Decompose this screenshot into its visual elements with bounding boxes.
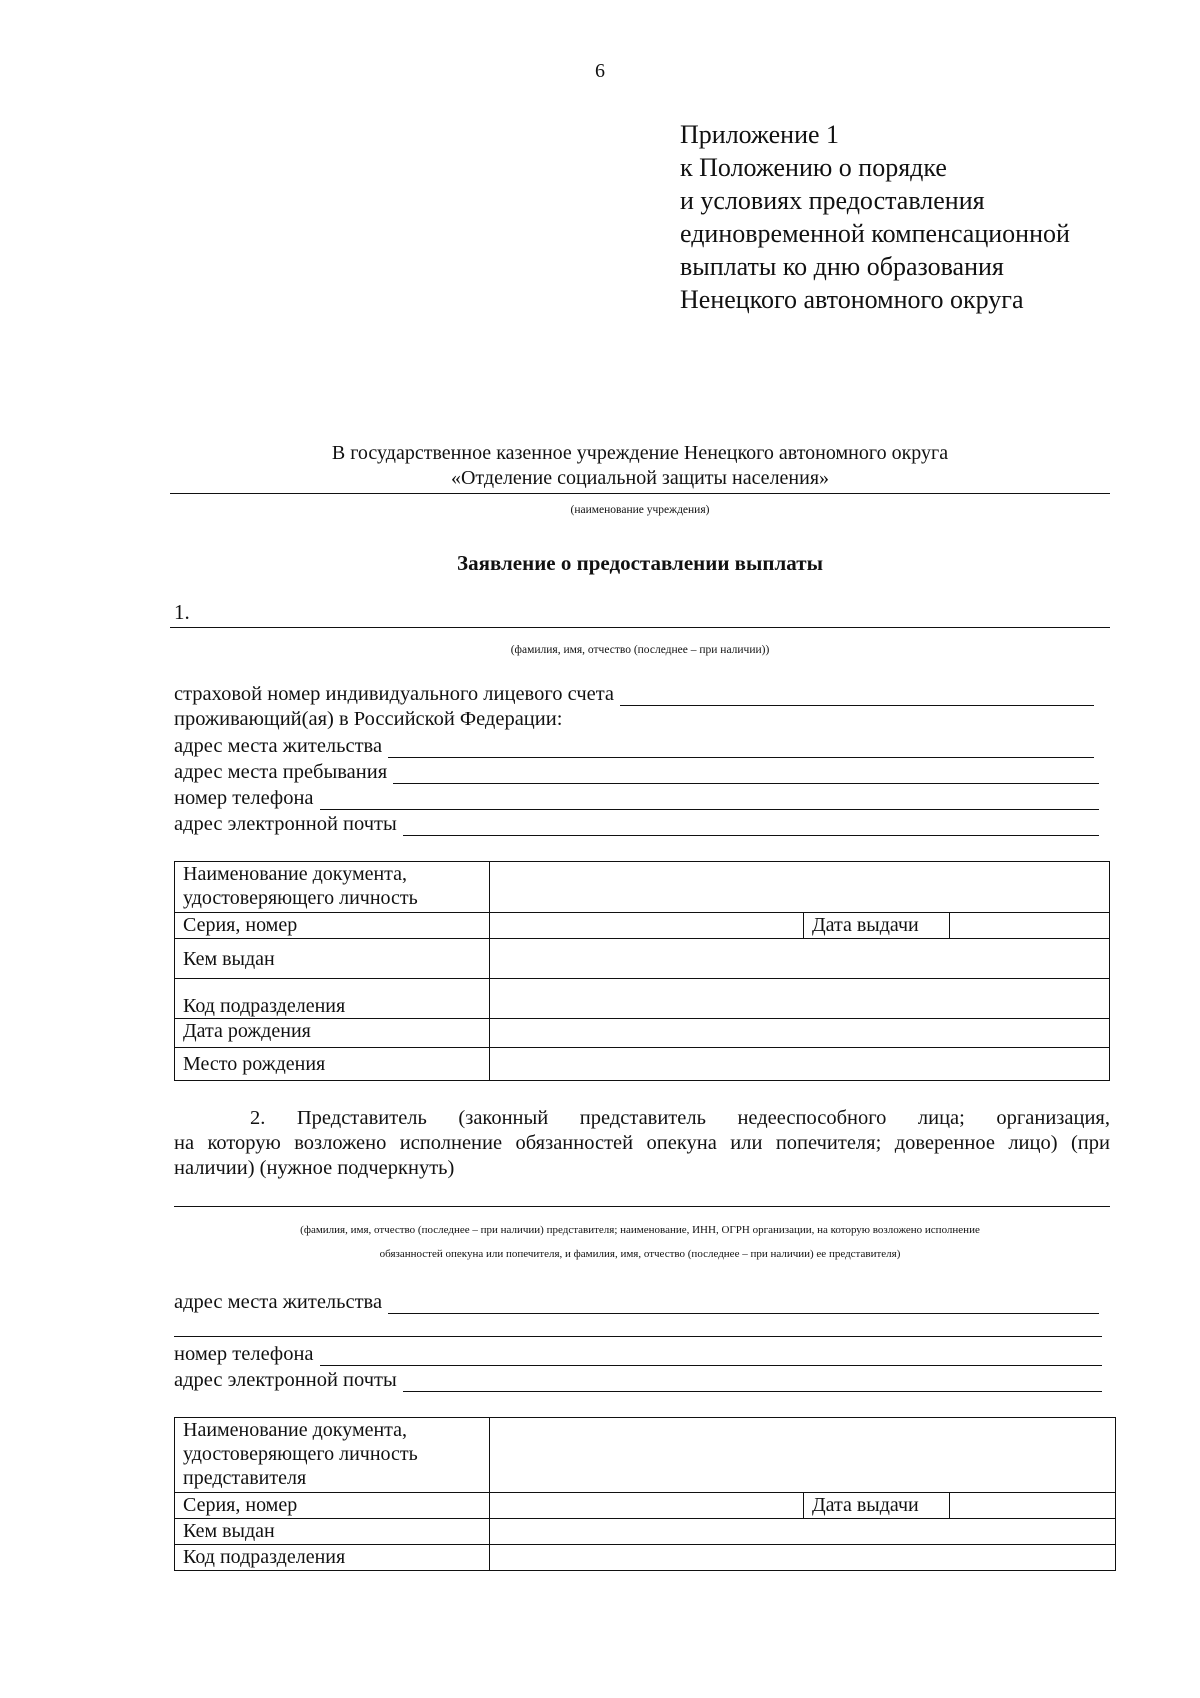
phone-field[interactable]: [174, 786, 1099, 810]
rep-doc-name-label: Наименование документа, удостоверяющего личность представителя: [175, 1418, 490, 1493]
division-code-label: Код подразделения: [175, 979, 490, 1019]
doc-name-label: Наименование документа, удостоверяющего личность: [175, 862, 490, 913]
issue-date-label: Дата выдачи: [804, 913, 950, 939]
issued-by-label: Кем выдан: [175, 939, 490, 979]
appendix-line: и условиях предоставления: [680, 186, 985, 215]
addressee-caption: (наименование учреждения): [570, 504, 710, 516]
addressee-underline: [170, 493, 1110, 494]
appendix-line: к Положению о порядке: [680, 153, 947, 182]
birth-date-cell[interactable]: [490, 1019, 1110, 1048]
addressee-block: [170, 441, 1110, 491]
rep-residence-address-line-2[interactable]: [174, 1336, 1102, 1337]
email-input-line[interactable]: [403, 818, 1099, 836]
representative-paragraph-line-1: 2. Представитель (законный представитель недееспособного лица; организация,: [250, 1107, 1110, 1129]
residence-address-field[interactable]: [174, 734, 1094, 758]
birth-place-cell[interactable]: [490, 1048, 1110, 1081]
rep-division-code-cell[interactable]: [490, 1545, 1116, 1571]
phone-label: номер телефона: [174, 787, 314, 809]
division-code-cell[interactable]: [490, 979, 1110, 1019]
stay-address-field[interactable]: [174, 760, 1099, 784]
snils-label: страховой номер индивидуального лицевого счета: [174, 683, 615, 705]
addressee-line-2: «Отделение социальной защиты населения»: [450, 467, 830, 489]
rep-phone-field[interactable]: [174, 1342, 1102, 1366]
rep-email-field[interactable]: [174, 1368, 1102, 1392]
rep-issue-date-cell[interactable]: [950, 1493, 1116, 1519]
rep-division-code-label: Код подразделения: [175, 1545, 490, 1571]
residing-label: проживающий(ая) в Российской Федерации:: [174, 708, 563, 730]
applicant-name-field[interactable]: [170, 627, 1110, 628]
appendix-line: Ненецкого автономного округа: [680, 285, 1024, 314]
rep-series-cell[interactable]: [490, 1493, 804, 1519]
stay-address-label: адрес места пребывания: [174, 761, 388, 783]
appendix-header: [680, 118, 1070, 316]
issue-date-cell[interactable]: [950, 913, 1110, 939]
rep-issued-by-label: Кем выдан: [175, 1519, 490, 1545]
addressee-line-1: В государственное казенное учреждение Ненецкого автономного округа: [331, 442, 949, 464]
rep-residence-address-input-line[interactable]: [388, 1296, 1099, 1314]
rep-phone-input-line[interactable]: [320, 1348, 1102, 1366]
email-field[interactable]: [174, 812, 1099, 836]
representative-paragraph-rest: на которую возложено исполнение обязанностей опекуна или попечителя; доверенное лицо) (при наличии) (нужное подчеркнуть): [174, 1132, 1110, 1179]
rep-issue-date-label: Дата выдачи: [804, 1493, 950, 1519]
series-label: Серия, номер: [175, 913, 490, 939]
rep-phone-label: номер телефона: [174, 1343, 314, 1365]
rep-residence-address-label: адрес места жительства: [174, 1291, 383, 1313]
doc-name-cell[interactable]: [490, 862, 1110, 913]
appendix-line: Приложение 1: [680, 120, 840, 149]
residence-address-label: адрес места жительства: [174, 735, 383, 757]
stay-address-input-line[interactable]: [393, 766, 1099, 784]
appendix-line: единовременной компенсационной: [680, 219, 1070, 248]
applicant-document-table: [174, 861, 1110, 1081]
snils-input-line[interactable]: [620, 688, 1094, 706]
representative-caption-line-1: (фамилия, имя, отчество (последнее – при наличии) представителя; наименование, ИНН, ОГРН организации, на которую возложено исполнение: [300, 1224, 980, 1236]
birth-place-label: Место рождения: [175, 1048, 490, 1081]
page-number: 6: [595, 60, 605, 82]
residence-address-input-line[interactable]: [388, 740, 1094, 758]
rep-residence-address-field[interactable]: [174, 1290, 1099, 1314]
section-1-number: 1.: [174, 600, 190, 624]
phone-input-line[interactable]: [320, 792, 1099, 810]
representative-name-field[interactable]: [174, 1206, 1110, 1207]
representative-document-table: [174, 1417, 1116, 1571]
rep-series-label: Серия, номер: [175, 1493, 490, 1519]
rep-email-input-line[interactable]: [403, 1374, 1102, 1392]
rep-issued-by-cell[interactable]: [490, 1519, 1116, 1545]
birth-date-label: Дата рождения: [175, 1019, 490, 1048]
applicant-name-caption: (фамилия, имя, отчество (последнее – при наличии)): [510, 644, 770, 656]
snils-field[interactable]: [174, 682, 1094, 706]
rep-doc-name-cell[interactable]: [490, 1418, 1116, 1493]
appendix-line: выплаты ко дню образования: [680, 252, 1004, 281]
series-cell[interactable]: [490, 913, 804, 939]
rep-email-label: адрес электронной почты: [174, 1369, 397, 1391]
representative-paragraph: [174, 1106, 1110, 1181]
form-title: Заявление о предоставлении выплаты: [457, 551, 823, 575]
issued-by-cell[interactable]: [490, 939, 1110, 979]
email-label: адрес электронной почты: [174, 813, 397, 835]
representative-caption-line-2: обязанностей опекуна или попечителя, и фамилия, имя, отчество (последнее – при наличии) ее представителя): [379, 1248, 901, 1260]
